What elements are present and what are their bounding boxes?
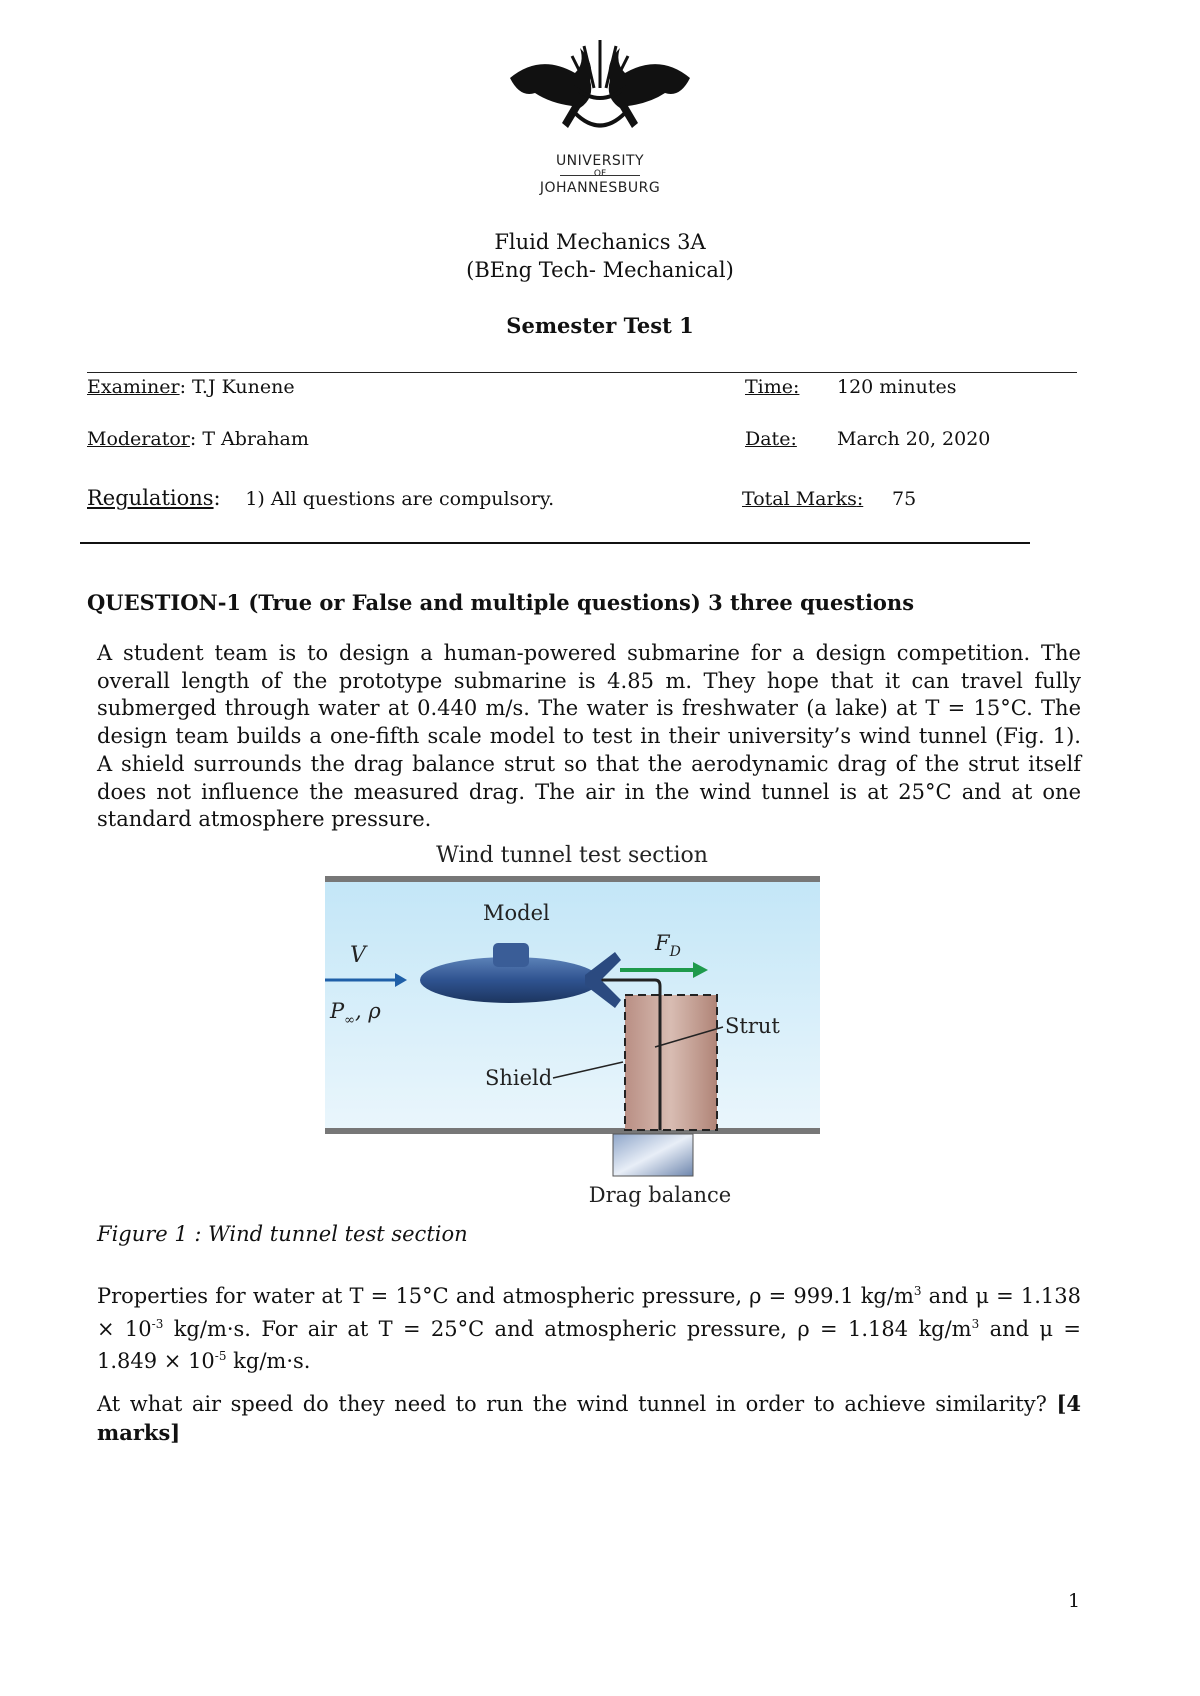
total-label: Total Marks — [742, 488, 857, 510]
regulations-label: Regulations — [87, 486, 214, 510]
test-title: Semester Test 1 — [506, 313, 694, 338]
examiner-label: Examiner — [87, 376, 180, 398]
moderator-label: Moderator — [87, 428, 190, 450]
logo-divider — [560, 175, 640, 176]
drag-balance-block — [613, 1134, 693, 1176]
total-row: Total Marks: — [742, 488, 864, 510]
time-label: Time — [745, 376, 794, 398]
shield-box — [625, 995, 717, 1130]
logo-line-university: UNIVERSITY — [555, 153, 645, 169]
examiner-row — [87, 376, 295, 398]
header-divider — [87, 372, 1077, 373]
wind-tunnel-figure — [315, 840, 830, 1210]
figure-title: Wind tunnel test section — [436, 843, 708, 868]
tunnel-top-wall — [325, 876, 820, 882]
crest-icon — [480, 18, 720, 158]
date-value: March 20, 2020 — [837, 428, 991, 450]
page-number: 1 — [1068, 1590, 1081, 1612]
moderator-row — [87, 428, 309, 450]
properties-paragraph: Properties for water at T = 15°C and atmospheric pressure, ρ = 999.1 $kg/m^3$ and $\mu = 1.138 \times 10^{-3}$ kg/m·s. For air at T = 25°C and atmospheric pressure, ρ = 1.184 $kg/m^3$ and $\mu = 1.849 \times 10^{-5}$ kg/m·s. — [97, 1284, 1081, 1374]
drag-force-label: $F_D$ — [655, 931, 681, 960]
course-title: Fluid Mechanics 3A — [494, 230, 706, 254]
university-logo — [480, 18, 720, 198]
examiner-value: : T.J Kunene — [179, 376, 295, 398]
pressure-label: $P_\infty$, ρ — [330, 999, 381, 1028]
ask-text: At what air speed do they need to run the wind tunnel in order to achieve similarity? — [97, 1392, 1057, 1416]
question-intro: A student team is to design a human-powered submarine for a design competition. The overall length of the prototype submarine is 4.85 m. They hope that it can travel fully submerged through water at 0.440 m/s. The water is freshwater (a lake) at T = 15°C. The design team builds a one-fifth scale model to test in their university’s wind tunnel (Fig. 1). A shield surrounds the drag balance strut so that the aerodynamic drag of the strut itself does not influence the measured drag. The air in the wind tunnel is at 25°C and at one standard atmosphere pressure. — [97, 641, 1081, 832]
model-label: Model — [483, 901, 550, 925]
logo-line-of: OF — [593, 169, 607, 179]
drag-balance-label: Drag balance — [588, 1183, 732, 1207]
tunnel-bottom-wall — [325, 1128, 820, 1134]
velocity-label: V — [350, 943, 366, 968]
program-title: (BEng Tech- Mechanical) — [466, 258, 734, 282]
question-ask — [97, 1390, 1081, 1447]
submarine-tower — [493, 943, 529, 967]
strut-label: Strut — [725, 1014, 780, 1038]
total-value: 75 — [892, 488, 917, 510]
regulations-row: Regulations: 1) All questions are compulsory. — [87, 486, 555, 510]
marks-label: [4 marks] — [97, 1391, 1081, 1445]
regulations-value: 1) All questions are compulsory. — [245, 488, 555, 510]
shield-label: Shield — [485, 1066, 553, 1090]
date-row: Date: — [745, 428, 797, 450]
tunnel-section — [325, 880, 820, 1130]
time-value: 120 minutes — [837, 376, 957, 398]
figure-caption: Figure 1 : Wind tunnel test section — [97, 1222, 468, 1246]
question-heading: QUESTION-1 (True or False and multiple questions) 3 three questions — [87, 590, 915, 615]
logo-line-johannesburg: JOHANNESBURG — [539, 180, 661, 196]
moderator-value: : T Abraham — [189, 428, 309, 450]
time-row: Time: — [745, 376, 800, 398]
date-label: Date — [745, 428, 791, 450]
meta-divider — [80, 542, 1030, 544]
